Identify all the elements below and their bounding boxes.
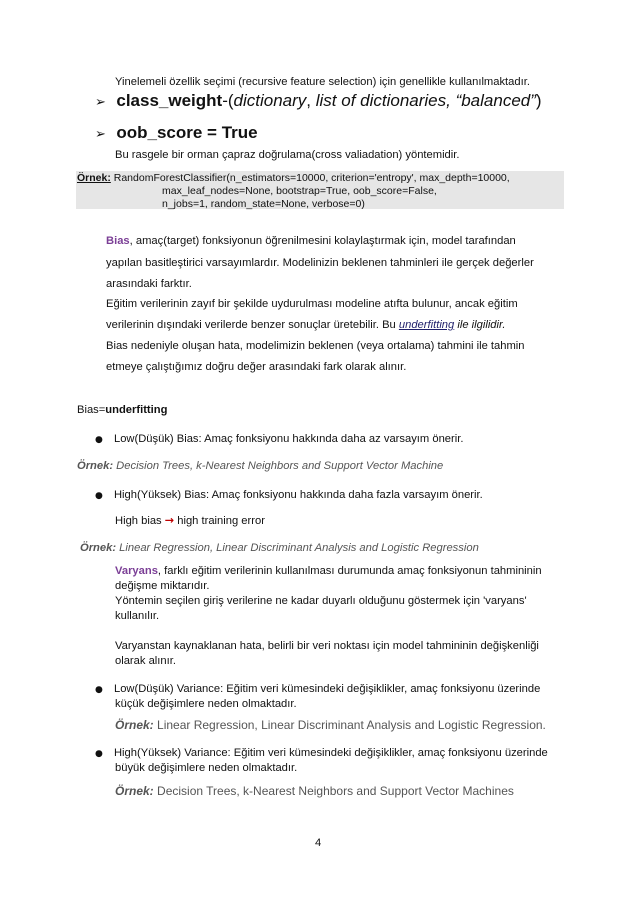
example-3-text: Linear Regression, Linear Discriminant Analysis and Logistic Regression. bbox=[153, 718, 546, 732]
bias-eq-value: underfitting bbox=[105, 404, 168, 416]
variance-line-6: olarak alınır. bbox=[115, 655, 176, 667]
page-number: 4 bbox=[315, 837, 322, 849]
high-bias-text: High(Yüksek) Bias: Amaç fonksiyonu hakkında daha fazla varsayım önerir. bbox=[113, 489, 483, 501]
bias-line-1 bbox=[106, 234, 516, 249]
variance-term: Varyans bbox=[115, 565, 158, 577]
example-4-label: Örnek: bbox=[115, 784, 154, 798]
variance-line-5: Varyanstan kaynaklanan hata, belirli bir veri noktası için model tahmininin değişkenliği bbox=[115, 640, 539, 652]
code-line-3: n_jobs=1, random_state=None, verbose=0) bbox=[162, 198, 365, 210]
example-2-text: Linear Regression, Linear Discriminant Analysis and Logistic Regression bbox=[116, 542, 479, 554]
class-weight-dict: dictionary bbox=[233, 91, 307, 110]
oob-score-item bbox=[95, 123, 258, 143]
high-bias-label: High bias bbox=[115, 515, 165, 527]
high-bias-item bbox=[95, 488, 483, 504]
dot-bullet-icon: ● bbox=[95, 435, 103, 445]
low-variance-text-2: küçük değişimlere neden olmaktadır. bbox=[115, 698, 297, 710]
variance-line-2: değişme miktarıdır. bbox=[115, 580, 210, 592]
underfitting-link[interactable]: underfitting bbox=[398, 319, 455, 331]
class-weight-sep: , bbox=[306, 91, 316, 110]
class-weight-dash: -( bbox=[222, 91, 234, 110]
variance-text-1: , farklı eğitim verilerinin kullanılması durumunda amaç fonksiyonun tahmininin bbox=[157, 565, 542, 577]
example-1-text: Decision Trees, k-Nearest Neighbors and Support Vector Machine bbox=[113, 460, 444, 472]
right-arrow-icon: → bbox=[164, 514, 175, 527]
example-2 bbox=[80, 541, 479, 556]
example-3 bbox=[115, 718, 546, 733]
bias-text-1: , amaç(target) fonksiyonun öğrenilmesini kolaylaştırmak için, model tarafından bbox=[129, 235, 516, 247]
code-text-1: RandomForestClassifier(n_estimators=10000, criterion='entropy', max_depth=10000, bbox=[110, 172, 510, 184]
bias-term: Bias bbox=[106, 235, 130, 247]
dot-bullet-icon: ● bbox=[95, 491, 103, 501]
low-variance-text-1: Low(Düşük) Variance: Eğitim veri kümesindeki değişiklikler, amaç fonksiyonu üzerinde bbox=[113, 683, 541, 695]
example-1-label: Örnek: bbox=[77, 460, 114, 472]
low-variance-item bbox=[95, 682, 540, 698]
high-variance-text-2: büyük değişimlere neden olmaktadır. bbox=[115, 762, 298, 774]
variance-line-1 bbox=[115, 564, 542, 579]
variance-line-3: Yöntemin seçilen giriş verilerine ne kadar duyarlı olduğunu göstermek için 'varyans' bbox=[115, 595, 527, 607]
high-training-error: high training error bbox=[174, 515, 265, 527]
class-weight-close: ) bbox=[535, 91, 542, 110]
oob-score-name: oob_score = True bbox=[116, 123, 258, 142]
oob-score-desc: Bu rasgele bir orman çapraz doğrulama(cross valiadation) yöntemidir. bbox=[115, 149, 460, 161]
example-3-label: Örnek: bbox=[115, 718, 154, 732]
example-4 bbox=[115, 784, 514, 799]
high-variance-text-1: High(Yüksek) Variance: Eğitim veri kümesindeki değişiklikler, amaç fonksiyonu üzerinde bbox=[113, 747, 548, 759]
dot-bullet-icon: ● bbox=[95, 685, 103, 695]
class-weight-name: class_weight bbox=[116, 91, 223, 110]
arrow-bullet-icon: ➢ bbox=[95, 95, 106, 110]
class-weight-item bbox=[95, 91, 542, 111]
bias-line-7: etmeye çalıştığımız doğru değer arasındaki fark olarak alınır. bbox=[106, 361, 407, 373]
dot-bullet-icon: ● bbox=[95, 749, 103, 759]
example-1 bbox=[77, 459, 443, 474]
example-2-label: Örnek: bbox=[80, 542, 117, 554]
class-weight-list: list of dictionaries, “balanced” bbox=[315, 91, 536, 110]
bias-eq-label: Bias= bbox=[77, 404, 106, 416]
bias-line-2: yapılan basitleştirici varsayımlardır. Modelinizin beklenen tahminleri ile gerçek değerler bbox=[106, 257, 534, 269]
code-line-1 bbox=[77, 172, 510, 185]
example-4-text: Decision Trees, k-Nearest Neighbors and Support Vector Machines bbox=[153, 784, 514, 798]
bias-line-3: arasındaki farktır. bbox=[106, 278, 192, 290]
bias-line-4: Eğitim verilerinin zayıf bir şekilde uydurulması modeline atıfta bulunur, ancak eğitim bbox=[106, 298, 518, 310]
bias-line-6: Bias nedeniyle oluşan hata, modelimizin beklenen (veya ortalama) tahmini ile tahmin bbox=[106, 340, 525, 352]
low-bias-text: Low(Düşük) Bias: Amaç fonksiyonu hakkında daha az varsayım önerir. bbox=[113, 433, 464, 445]
variance-line-4: kullanılır. bbox=[115, 610, 160, 622]
low-bias-item bbox=[95, 432, 463, 448]
bias-text-5a: verilerinin dışındaki verilerde benzer sonuçlar üretebilir. Bu bbox=[106, 319, 399, 331]
high-variance-item bbox=[95, 746, 548, 762]
code-line-2: max_leaf_nodes=None, bootstrap=True, oob_score=False, bbox=[162, 185, 437, 197]
arrow-bullet-icon: ➢ bbox=[95, 127, 106, 142]
rfe-note: Yinelemeli özellik seçimi (recursive feature selection) için genellikle kullanılmaktadır. bbox=[115, 76, 530, 88]
bias-line-5 bbox=[106, 318, 505, 333]
high-bias-error bbox=[115, 513, 265, 529]
bias-text-5b: ile ilgilidir. bbox=[454, 319, 506, 331]
bias-equals-underfitting bbox=[77, 403, 167, 418]
example-label: Örnek: bbox=[77, 172, 111, 184]
